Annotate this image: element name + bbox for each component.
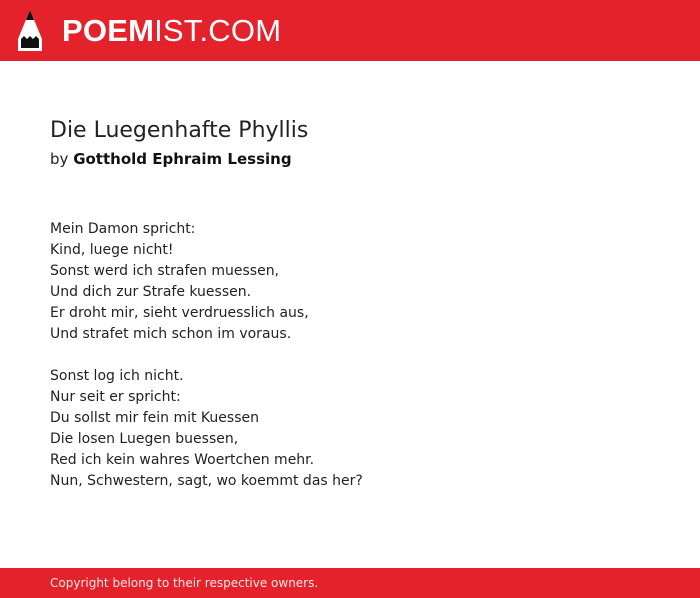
- poem-line: Er droht mir, sieht verdruesslich aus,: [50, 305, 309, 321]
- poem-line: Red ich kein wahres Woertchen mehr.: [50, 452, 315, 468]
- poem-line: Sonst log ich nicht.: [50, 368, 184, 384]
- poem-line: Mein Damon spricht:: [50, 221, 196, 237]
- site-footer: [0, 568, 700, 598]
- poem-line: Nur seit er spricht:: [50, 389, 181, 405]
- pencil-icon[interactable]: [17, 9, 43, 52]
- poem-line: Du sollst mir fein mit Kuessen: [50, 410, 259, 426]
- poem-line: Nun, Schwestern, sagt, wo koemmt das her?: [50, 473, 363, 489]
- logo-light-text: IST.COM: [154, 13, 282, 48]
- copyright-text: Copyright belong to their respective owners.: [50, 576, 319, 590]
- byline: [50, 149, 292, 169]
- logo-bold-text: POEM: [62, 13, 155, 48]
- stanza: [50, 366, 363, 492]
- by-label: by: [50, 150, 69, 168]
- author-name[interactable]: Gotthold Ephraim Lessing: [73, 150, 292, 168]
- site-logo[interactable]: [62, 13, 281, 49]
- stanza: [50, 219, 363, 345]
- poem-line: Sonst werd ich strafen muessen,: [50, 263, 280, 279]
- poem-line: Und strafet mich schon im voraus.: [50, 326, 292, 342]
- poem-line: Und dich zur Strafe kuessen.: [50, 284, 252, 300]
- site-header: [0, 0, 700, 61]
- poem-line: Kind, luege nicht!: [50, 242, 174, 258]
- poem-body: [50, 219, 363, 513]
- poem-line: Die losen Luegen buessen,: [50, 431, 239, 447]
- poem-title: Die Luegenhafte Phyllis: [50, 118, 309, 143]
